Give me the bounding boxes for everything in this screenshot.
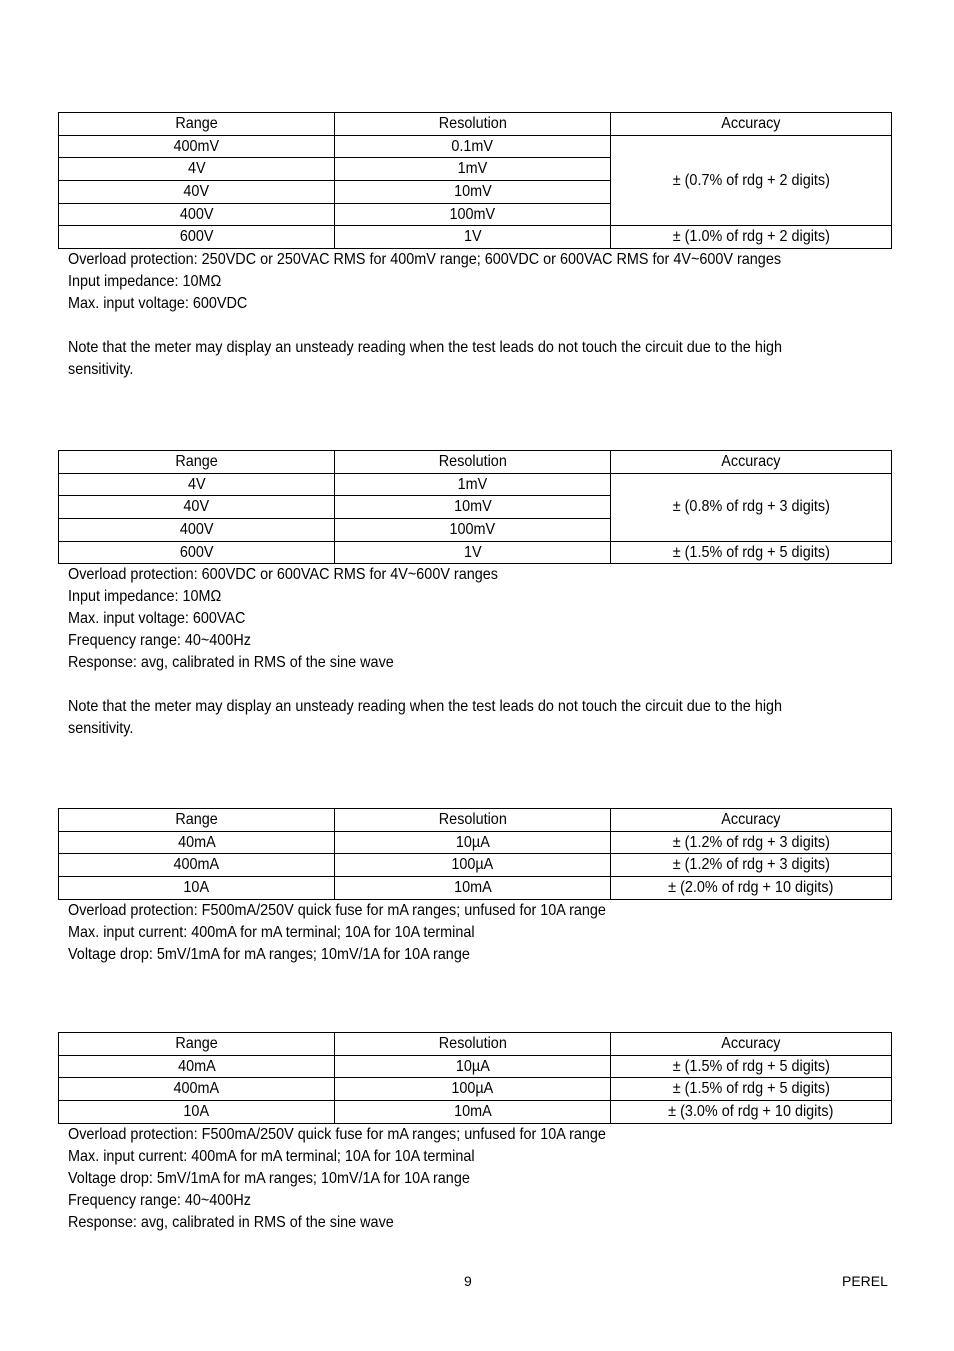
dc-voltage-table bbox=[58, 112, 892, 249]
note-frequency: Frequency range: 40~400Hz bbox=[68, 1191, 251, 1209]
resolution-cell: 10mV bbox=[453, 498, 492, 516]
range-cell: 400V bbox=[179, 205, 214, 223]
resolution-cell: 100mV bbox=[449, 205, 496, 223]
note-overload: Overload protection: 250VDC or 250VAC RMS for 400mV range; 600VDC or 600VAC RMS for 4V~600V ranges bbox=[68, 251, 782, 269]
range-cell: 10A bbox=[183, 878, 210, 896]
range-cell: 40V bbox=[183, 498, 210, 516]
table-header-row bbox=[59, 1033, 892, 1056]
range-cell: 4V bbox=[187, 475, 206, 493]
note-max-input: Max. input voltage: 600VDC bbox=[68, 295, 248, 313]
header-resolution: Resolution bbox=[438, 1034, 507, 1052]
range-cell: 400mV bbox=[173, 137, 220, 155]
table-row bbox=[59, 541, 892, 564]
range-cell: 40V bbox=[183, 182, 210, 200]
accuracy-cell: ± (1.0% of rdg + 2 digits) bbox=[672, 228, 830, 246]
range-cell: 10A bbox=[183, 1102, 210, 1120]
accuracy-cell: ± (1.5% of rdg + 5 digits) bbox=[672, 1080, 830, 1098]
resolution-cell: 100µA bbox=[451, 1080, 494, 1098]
resolution-cell: 100µA bbox=[451, 856, 494, 874]
remark-line: sensitivity. bbox=[68, 361, 134, 379]
note-response: Response: avg, calibrated in RMS of the sine wave bbox=[68, 654, 394, 672]
resolution-cell: 1V bbox=[463, 228, 482, 246]
header-resolution: Resolution bbox=[438, 810, 507, 828]
ac-voltage-notes bbox=[58, 564, 891, 740]
ac-current-table bbox=[58, 1032, 892, 1124]
resolution-cell: 10µA bbox=[455, 1057, 490, 1075]
table-row bbox=[59, 1101, 892, 1124]
range-cell: 400mA bbox=[173, 856, 220, 874]
range-cell: 40mA bbox=[177, 1057, 216, 1075]
header-accuracy: Accuracy bbox=[721, 810, 781, 828]
table-row bbox=[59, 1078, 892, 1101]
note-voltage-drop: Voltage drop: 5mV/1mA for mA ranges; 10mV/1A for 10A range bbox=[68, 945, 470, 963]
dc-current-notes bbox=[58, 900, 891, 966]
note-max-input: Max. input voltage: 600VAC bbox=[68, 610, 246, 628]
note-max-current: Max. input current: 400mA for mA terminal; 10A for 10A terminal bbox=[68, 923, 475, 941]
range-cell: 600V bbox=[179, 228, 214, 246]
range-cell: 40mA bbox=[177, 833, 216, 851]
dc-voltage-notes bbox=[58, 249, 891, 381]
table-header-row bbox=[59, 451, 892, 474]
table-row bbox=[59, 135, 892, 158]
ac-current-notes bbox=[58, 1124, 891, 1234]
range-cell: 4V bbox=[187, 160, 206, 178]
header-accuracy: Accuracy bbox=[721, 452, 781, 470]
header-accuracy: Accuracy bbox=[721, 1034, 781, 1052]
table-row bbox=[59, 854, 892, 877]
brand-name: PEREL bbox=[842, 1273, 888, 1289]
ac-current-section bbox=[58, 1032, 891, 1234]
ac-voltage-table bbox=[58, 450, 892, 564]
note-frequency: Frequency range: 40~400Hz bbox=[68, 632, 251, 650]
note-response: Response: avg, calibrated in RMS of the sine wave bbox=[68, 1213, 394, 1231]
table-header-row bbox=[59, 809, 892, 832]
dc-current-section bbox=[58, 808, 891, 966]
note-overload: Overload protection: F500mA/250V quick fuse for mA ranges; unfused for 10A range bbox=[68, 1125, 606, 1143]
note-overload: Overload protection: 600VDC or 600VAC RMS for 4V~600V ranges bbox=[68, 566, 498, 584]
note-max-current: Max. input current: 400mA for mA terminal; 10A for 10A terminal bbox=[68, 1147, 475, 1165]
note-impedance: Input impedance: 10MΩ bbox=[68, 273, 222, 291]
accuracy-cell: ± (0.7% of rdg + 2 digits) bbox=[672, 171, 830, 189]
accuracy-cell: ± (1.5% of rdg + 5 digits) bbox=[672, 1057, 830, 1075]
ac-voltage-section bbox=[58, 450, 891, 740]
range-cell: 600V bbox=[179, 543, 214, 561]
header-range: Range bbox=[175, 810, 218, 828]
header-accuracy: Accuracy bbox=[721, 114, 781, 132]
note-overload: Overload protection: F500mA/250V quick fuse for mA ranges; unfused for 10A range bbox=[68, 901, 606, 919]
resolution-cell: 10mV bbox=[453, 182, 492, 200]
table-header-row bbox=[59, 113, 892, 136]
resolution-cell: 10µA bbox=[455, 833, 490, 851]
remark-line: sensitivity. bbox=[68, 720, 134, 738]
accuracy-cell: ± (1.5% of rdg + 5 digits) bbox=[672, 543, 830, 561]
resolution-cell: 10mA bbox=[453, 1102, 492, 1120]
dc-current-table bbox=[58, 808, 892, 900]
table-row bbox=[59, 877, 892, 900]
resolution-cell: 10mA bbox=[453, 878, 492, 896]
note-impedance: Input impedance: 10MΩ bbox=[68, 588, 222, 606]
range-cell: 400V bbox=[179, 520, 214, 538]
table-row bbox=[59, 473, 892, 496]
range-cell: 400mA bbox=[173, 1080, 220, 1098]
note-voltage-drop: Voltage drop: 5mV/1mA for mA ranges; 10mV/1A for 10A range bbox=[68, 1169, 470, 1187]
resolution-cell: 1mV bbox=[457, 475, 488, 493]
dc-voltage-section bbox=[58, 112, 891, 381]
remark-line: Note that the meter may display an unsteady reading when the test leads do not touch the circuit due to the high bbox=[68, 698, 783, 716]
accuracy-cell: ± (0.8% of rdg + 3 digits) bbox=[672, 498, 830, 516]
accuracy-cell: ± (1.2% of rdg + 3 digits) bbox=[672, 856, 830, 874]
table-row bbox=[59, 1055, 892, 1078]
resolution-cell: 100mV bbox=[449, 520, 496, 538]
header-range: Range bbox=[175, 1034, 218, 1052]
header-resolution: Resolution bbox=[438, 114, 507, 132]
accuracy-cell: ± (1.2% of rdg + 3 digits) bbox=[672, 833, 830, 851]
table-row bbox=[59, 831, 892, 854]
table-row bbox=[59, 226, 892, 249]
resolution-cell: 0.1mV bbox=[451, 137, 494, 155]
accuracy-cell: ± (2.0% of rdg + 10 digits) bbox=[668, 878, 834, 896]
header-resolution: Resolution bbox=[438, 452, 507, 470]
header-range: Range bbox=[175, 452, 218, 470]
accuracy-cell: ± (3.0% of rdg + 10 digits) bbox=[668, 1102, 834, 1120]
resolution-cell: 1mV bbox=[457, 160, 488, 178]
header-range: Range bbox=[175, 114, 218, 132]
resolution-cell: 1V bbox=[463, 543, 482, 561]
remark-line: Note that the meter may display an unsteady reading when the test leads do not touch the circuit due to the high bbox=[68, 339, 783, 357]
page-number: 9 bbox=[464, 1273, 472, 1289]
